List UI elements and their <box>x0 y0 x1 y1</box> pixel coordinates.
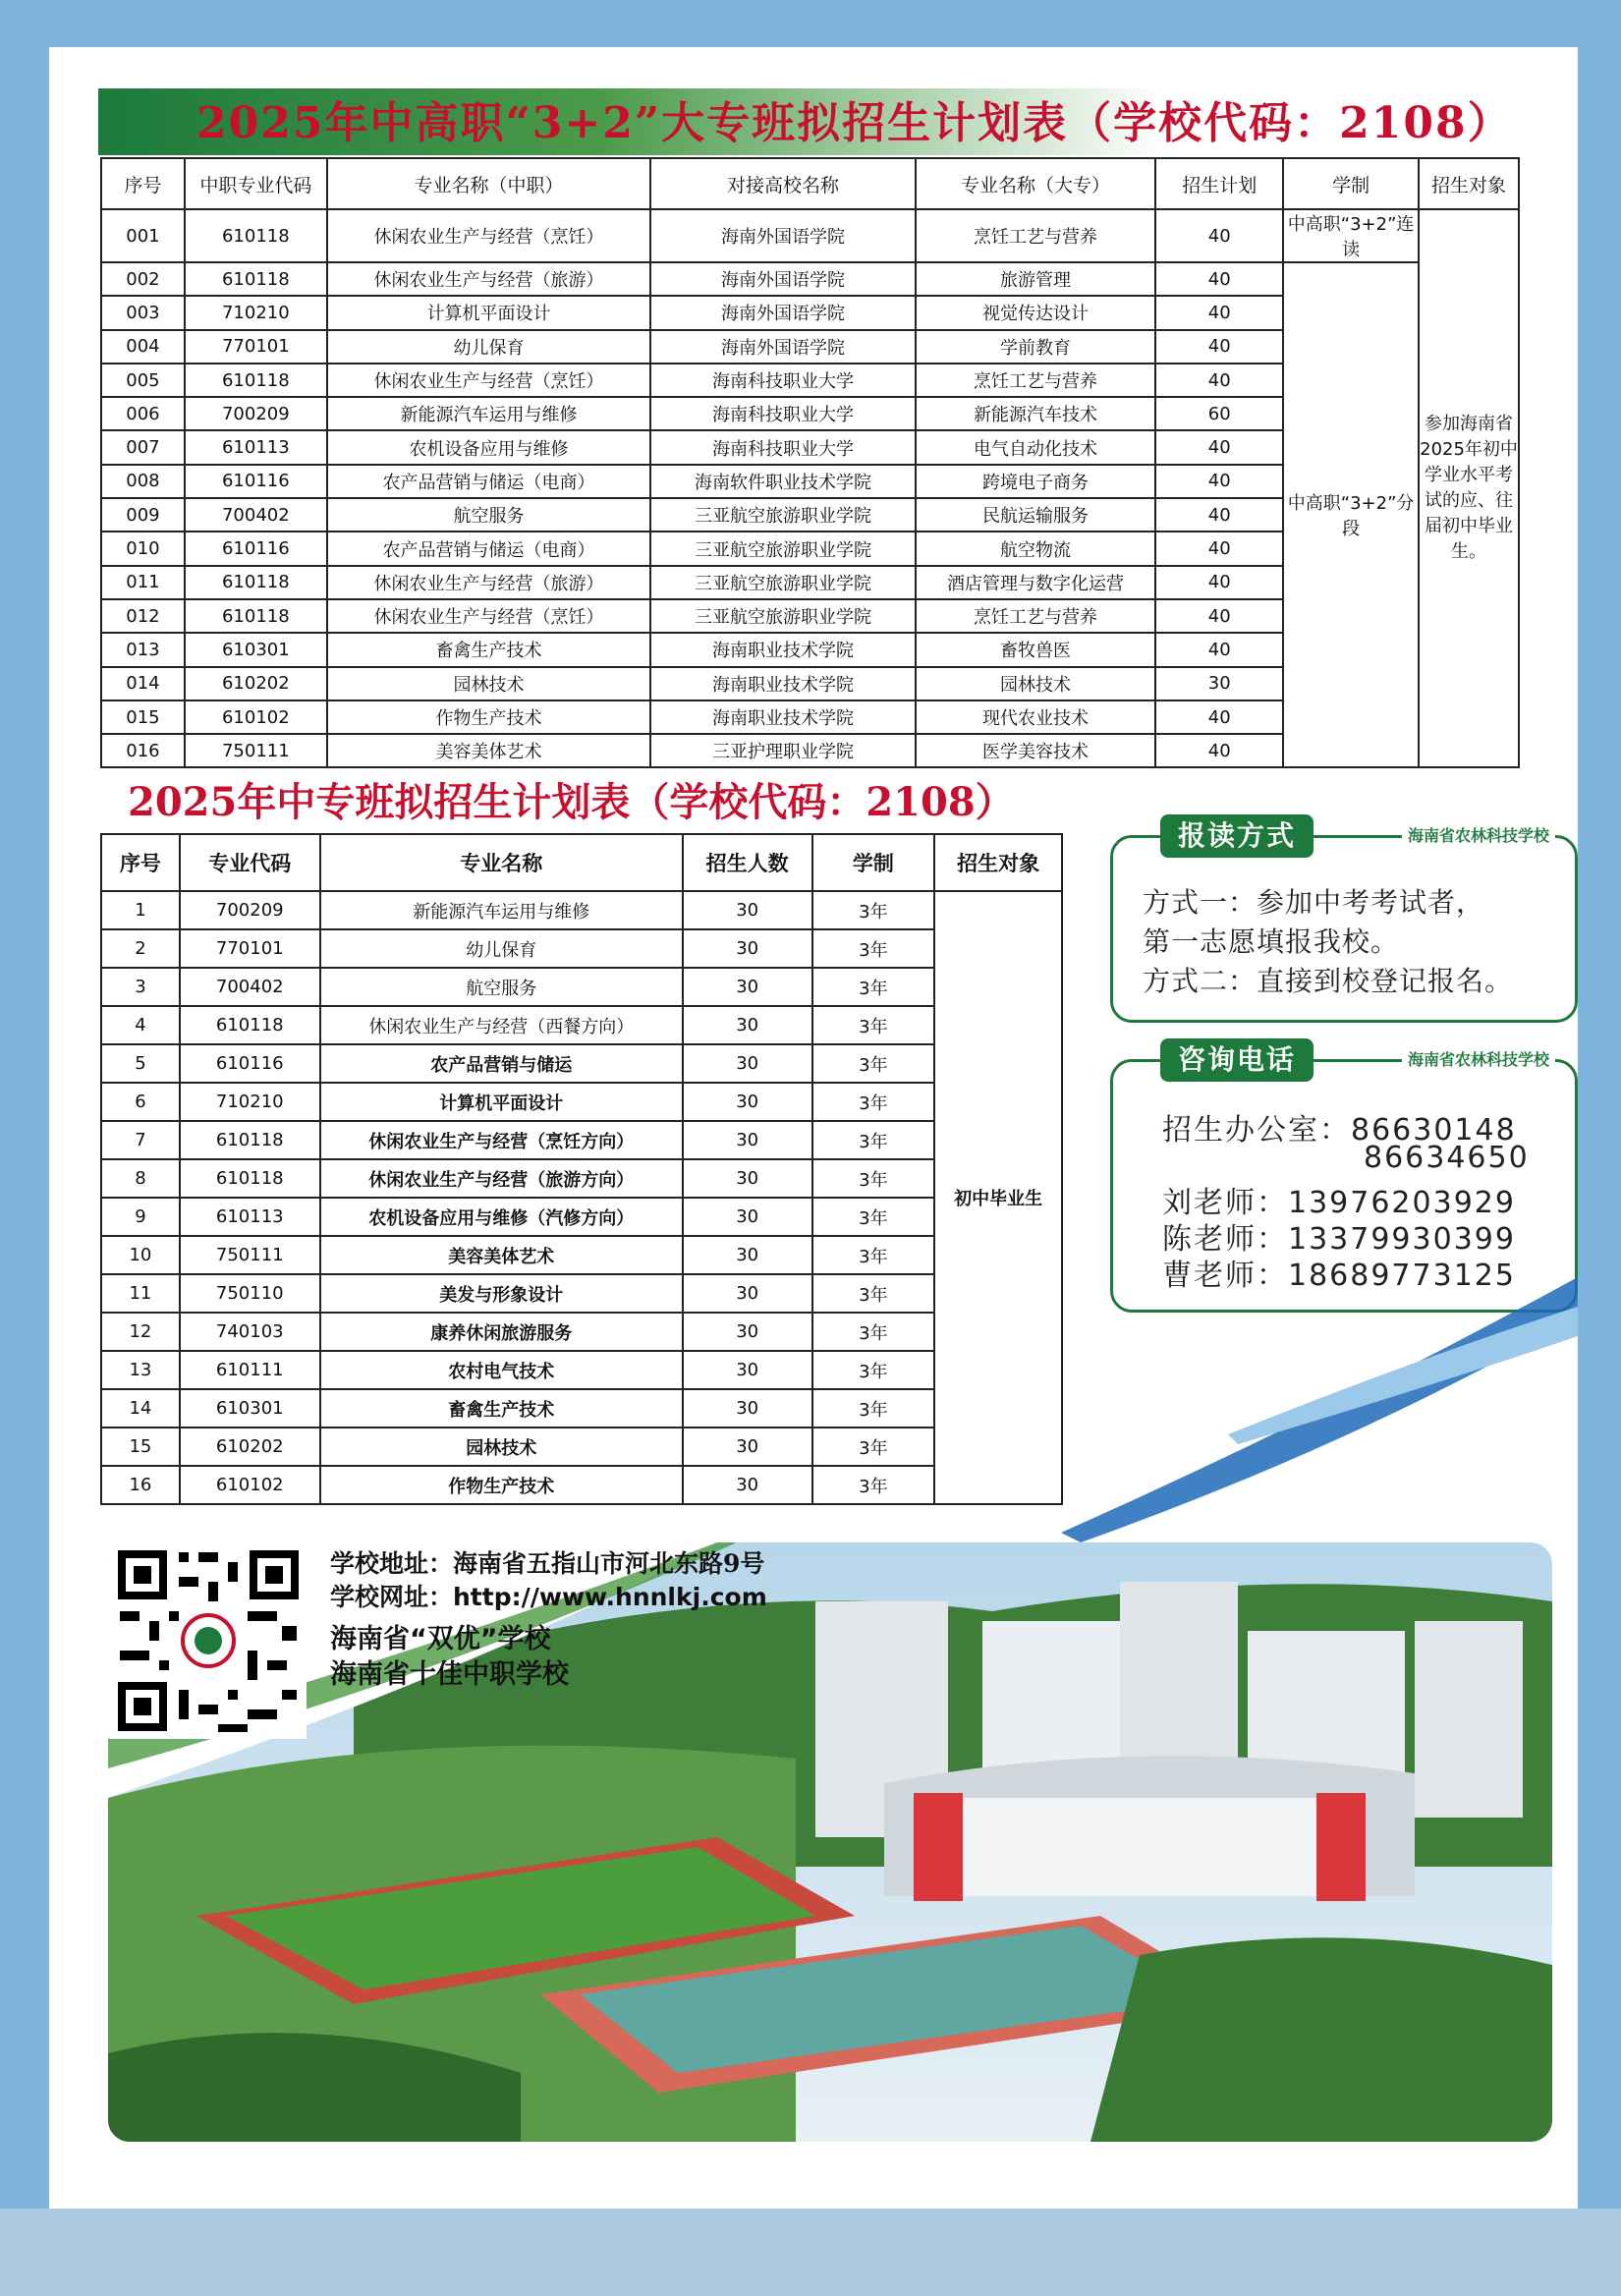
table-cell: 现代农业技术 <box>916 700 1156 734</box>
table-cell: 美容美体艺术 <box>327 734 650 767</box>
table-cell: 30 <box>683 929 812 968</box>
table-cell: 40 <box>1155 633 1283 666</box>
table-cell: 40 <box>1155 465 1283 498</box>
table-cell: 三亚航空旅游职业学院 <box>650 498 916 532</box>
table-cell: 11 <box>101 1274 180 1313</box>
table-cell: 海南外国语学院 <box>650 330 916 364</box>
table-cell: 休闲农业生产与经营（旅游） <box>327 262 650 296</box>
apply-line: 方式二：直接到校登记报名。 <box>1143 965 1514 997</box>
table-cell: 700209 <box>185 397 327 430</box>
table-cell: 14 <box>101 1389 180 1428</box>
table-cell: 民航运输服务 <box>916 498 1156 532</box>
table-cell: 电气自动化技术 <box>916 430 1156 464</box>
table-cell: 710210 <box>180 1083 320 1121</box>
table-cell: 新能源汽车运用与维修 <box>320 891 683 929</box>
table-cell: 010 <box>101 532 185 565</box>
header-cell: 招生人数 <box>683 834 812 891</box>
table-cell: 60 <box>1155 397 1283 430</box>
table-cell: 30 <box>683 1351 812 1389</box>
table-cell: 3年 <box>812 1466 935 1504</box>
table-cell: 40 <box>1155 700 1283 734</box>
table-cell: 30 <box>683 968 812 1006</box>
table-cell: 610113 <box>180 1198 320 1236</box>
table-cell: 40 <box>1155 330 1283 364</box>
table-cell: 3年 <box>812 1159 935 1198</box>
table-cell: 750111 <box>185 734 327 767</box>
table-cell: 畜禽生产技术 <box>327 633 650 666</box>
table-cell: 幼儿保育 <box>327 330 650 364</box>
table-cell: 610118 <box>185 209 327 262</box>
table-cell: 610118 <box>185 364 327 397</box>
table-cell: 3年 <box>812 1006 935 1044</box>
table-cell: 30 <box>683 1466 812 1504</box>
table-cell: 016 <box>101 734 185 767</box>
table-cell: 农产品营销与储运（电商） <box>327 465 650 498</box>
table-cell: 海南职业技术学院 <box>650 667 916 700</box>
table-cell: 610118 <box>185 599 327 633</box>
apply-line: 方式一：参加中考考试者， <box>1143 886 1485 919</box>
contact-heading: 咨询电话 <box>1160 1038 1314 1082</box>
table-cell: 3年 <box>812 1044 935 1083</box>
table-cell: 610118 <box>180 1159 320 1198</box>
qr-code-icon <box>110 1542 307 1739</box>
table-cell: 休闲农业生产与经营（烹饪） <box>327 599 650 633</box>
table-cell: 13 <box>101 1351 180 1389</box>
table-cell: 康养休闲旅游服务 <box>320 1313 683 1351</box>
xuezhi-cell: 中高职“3+2”连读 <box>1283 209 1419 262</box>
table-cell: 30 <box>683 1121 812 1159</box>
table-cell: 酒店管理与数字化运营 <box>916 566 1156 599</box>
table-cell: 40 <box>1155 430 1283 464</box>
honor-top-ten: 海南省十佳中职学校 <box>330 1659 569 1690</box>
table-cell: 新能源汽车运用与维修 <box>327 397 650 430</box>
table-cell: 2 <box>101 929 180 968</box>
table-cell: 15 <box>101 1428 180 1466</box>
table-cell: 610202 <box>185 667 327 700</box>
table-cell: 610301 <box>180 1389 320 1428</box>
table-cell: 3年 <box>812 1389 935 1428</box>
table-cell: 750110 <box>180 1274 320 1313</box>
table-cell: 40 <box>1155 566 1283 599</box>
table-cell: 40 <box>1155 209 1283 262</box>
table-cell: 3年 <box>812 891 935 929</box>
table-cell: 美容美体艺术 <box>320 1236 683 1274</box>
header-cell: 专业名称（中职） <box>327 158 650 209</box>
table-cell: 40 <box>1155 498 1283 532</box>
table-cell: 30 <box>683 1236 812 1274</box>
table-cell: 002 <box>101 262 185 296</box>
table-cell: 3年 <box>812 1083 935 1121</box>
table-cell: 3年 <box>812 968 935 1006</box>
table-cell: 30 <box>683 1313 812 1351</box>
table-cell: 计算机平面设计 <box>320 1083 683 1121</box>
table-cell: 011 <box>101 566 185 599</box>
table-cell: 作物生产技术 <box>327 700 650 734</box>
table-cell: 7 <box>101 1121 180 1159</box>
table-cell: 30 <box>1155 667 1283 700</box>
table-cell: 新能源汽车技术 <box>916 397 1156 430</box>
table-cell: 幼儿保育 <box>320 929 683 968</box>
table-cell: 休闲农业生产与经营（旅游） <box>327 566 650 599</box>
table-cell: 015 <box>101 700 185 734</box>
table-cell: 610102 <box>180 1466 320 1504</box>
table-cell: 休闲农业生产与经营（烹饪） <box>327 209 650 262</box>
table-cell: 610301 <box>185 633 327 666</box>
table-cell: 美发与形象设计 <box>320 1274 683 1313</box>
table-cell: 畜禽生产技术 <box>320 1389 683 1428</box>
table-cell: 作物生产技术 <box>320 1466 683 1504</box>
table-cell: 海南职业技术学院 <box>650 700 916 734</box>
header-cell: 招生对象 <box>934 834 1062 891</box>
teacher-phone: 刘老师：13976203929 <box>1162 1186 1516 1220</box>
table-cell: 40 <box>1155 532 1283 565</box>
table-cell: 30 <box>683 1198 812 1236</box>
table-cell: 1 <box>101 891 180 929</box>
table-cell: 700402 <box>185 498 327 532</box>
table-cell: 三亚航空旅游职业学院 <box>650 566 916 599</box>
table-cell: 3年 <box>812 1313 935 1351</box>
table-cell: 园林技术 <box>320 1428 683 1466</box>
table-cell: 农产品营销与储运 <box>320 1044 683 1083</box>
table-cell: 农机设备应用与维修（汽修方向） <box>320 1198 683 1236</box>
table-cell: 3年 <box>812 1236 935 1274</box>
table-cell: 610118 <box>180 1121 320 1159</box>
table-cell: 休闲农业生产与经营（烹饪方向） <box>320 1121 683 1159</box>
table-cell: 海南软件职业技术学院 <box>650 465 916 498</box>
table-cell: 三亚航空旅游职业学院 <box>650 599 916 633</box>
table-cell: 农产品营销与储运（电商） <box>327 532 650 565</box>
table-cell: 30 <box>683 1274 812 1313</box>
header-cell: 中职专业代码 <box>185 158 327 209</box>
table-cell: 航空服务 <box>320 968 683 1006</box>
table-cell: 710210 <box>185 296 327 329</box>
table-cell: 烹饪工艺与营养 <box>916 209 1156 262</box>
table-cell: 014 <box>101 667 185 700</box>
table-cell: 航空服务 <box>327 498 650 532</box>
table-cell: 003 <box>101 296 185 329</box>
table-cell: 3 <box>101 968 180 1006</box>
table-cell: 海南外国语学院 <box>650 296 916 329</box>
table-cell: 012 <box>101 599 185 633</box>
table-cell: 海南科技职业大学 <box>650 364 916 397</box>
table-cell: 30 <box>683 1044 812 1083</box>
table-cell: 30 <box>683 1083 812 1121</box>
title-3plus2: 2025年中高职“3+2”大专班拟招生计划表（学校代码：2108） <box>196 98 1513 148</box>
table-cell: 农村电气技术 <box>320 1351 683 1389</box>
table-cell: 610116 <box>180 1044 320 1083</box>
table-cell: 770101 <box>185 330 327 364</box>
teacher-phone: 陈老师：13379930399 <box>1162 1222 1516 1257</box>
table-cell: 3年 <box>812 1121 935 1159</box>
table-cell: 009 <box>101 498 185 532</box>
table-cell: 12 <box>101 1313 180 1351</box>
table-cell: 30 <box>683 1428 812 1466</box>
apply-line: 第一志愿填报我校。 <box>1143 925 1400 958</box>
apply-method-heading: 报读方式 <box>1160 814 1314 858</box>
table-cell: 3年 <box>812 1428 935 1466</box>
teacher-phone: 曹老师：18689773125 <box>1162 1259 1516 1293</box>
school-name-tag: 海南省农林科技学校 <box>1402 1048 1555 1072</box>
header-cell: 序号 <box>101 834 180 891</box>
table-cell: 005 <box>101 364 185 397</box>
table-cell: 40 <box>1155 734 1283 767</box>
table-cell: 008 <box>101 465 185 498</box>
table-cell: 园林技术 <box>327 667 650 700</box>
table-cell: 610118 <box>185 262 327 296</box>
table-cell: 16 <box>101 1466 180 1504</box>
table-cell: 40 <box>1155 599 1283 633</box>
table-cell: 学前教育 <box>916 330 1156 364</box>
table-cell: 海南外国语学院 <box>650 209 916 262</box>
table-cell: 700402 <box>180 968 320 1006</box>
table-cell: 休闲农业生产与经营（烹饪） <box>327 364 650 397</box>
table-cell: 770101 <box>180 929 320 968</box>
header-cell: 专业名称（大专） <box>916 158 1156 209</box>
table-cell: 畜牧兽医 <box>916 633 1156 666</box>
table-cell: 004 <box>101 330 185 364</box>
table-cell: 视觉传达设计 <box>916 296 1156 329</box>
table-cell: 610116 <box>185 465 327 498</box>
header-cell: 招生计划 <box>1155 158 1283 209</box>
table-cell: 610102 <box>185 700 327 734</box>
table-cell: 10 <box>101 1236 180 1274</box>
table-cell: 610111 <box>180 1351 320 1389</box>
school-name-tag: 海南省农林科技学校 <box>1402 824 1555 848</box>
table-cell: 海南职业技术学院 <box>650 633 916 666</box>
table-cell: 013 <box>101 633 185 666</box>
table-cell: 计算机平面设计 <box>327 296 650 329</box>
table-cell: 40 <box>1155 296 1283 329</box>
table-cell: 海南科技职业大学 <box>650 397 916 430</box>
header-cell: 招生对象 <box>1419 158 1519 209</box>
table-cell: 3年 <box>812 1274 935 1313</box>
table-cell: 医学美容技术 <box>916 734 1156 767</box>
table-cell: 园林技术 <box>916 667 1156 700</box>
header-cell: 对接高校名称 <box>650 158 916 209</box>
table-cell: 610116 <box>185 532 327 565</box>
campus-photo <box>108 1542 1552 2142</box>
table-cell: 休闲农业生产与经营（旅游方向） <box>320 1159 683 1198</box>
table-cell: 30 <box>683 1159 812 1198</box>
office-phone: 招生办公室：86630148 <box>1162 1113 1517 1148</box>
table-cell: 30 <box>683 1006 812 1044</box>
table-cell: 610118 <box>180 1006 320 1044</box>
table-cell: 610118 <box>185 566 327 599</box>
table-cell: 610202 <box>180 1428 320 1466</box>
table-cell: 006 <box>101 397 185 430</box>
xuezhi-cell: 中高职“3+2”分段 <box>1283 262 1419 767</box>
table-cell: 740103 <box>180 1313 320 1351</box>
header-cell: 专业名称 <box>320 834 683 891</box>
header-cell: 专业代码 <box>180 834 320 891</box>
table-cell: 3年 <box>812 1351 935 1389</box>
table-cell: 海南科技职业大学 <box>650 430 916 464</box>
table-cell: 农机设备应用与维修 <box>327 430 650 464</box>
table-cell: 休闲农业生产与经营（西餐方向） <box>320 1006 683 1044</box>
table-cell: 烹饪工艺与营养 <box>916 364 1156 397</box>
table-cell: 610113 <box>185 430 327 464</box>
table-cell: 三亚护理职业学院 <box>650 734 916 767</box>
table-cell: 8 <box>101 1159 180 1198</box>
table-cell: 三亚航空旅游职业学院 <box>650 532 916 565</box>
table-cell: 30 <box>683 891 812 929</box>
table-cell: 6 <box>101 1083 180 1121</box>
table-cell: 750111 <box>180 1236 320 1274</box>
honor-double-excellent: 海南省“双优”学校 <box>330 1624 551 1654</box>
school-address: 学校地址：海南省五指山市河北东路9号 <box>330 1549 765 1578</box>
table-cell: 航空物流 <box>916 532 1156 565</box>
table-cell: 40 <box>1155 262 1283 296</box>
target-cell: 参加海南省2025年初中学业水平考试的应、往届初中毕业生。 <box>1419 209 1519 767</box>
target-cell: 初中毕业生 <box>934 891 1062 1504</box>
table-cell: 4 <box>101 1006 180 1044</box>
header-cell: 学制 <box>1283 158 1419 209</box>
office-phone-2: 86634650 <box>1364 1141 1530 1175</box>
table-cell: 9 <box>101 1198 180 1236</box>
table-cell: 001 <box>101 209 185 262</box>
table-cell: 烹饪工艺与营养 <box>916 599 1156 633</box>
table-cell: 007 <box>101 430 185 464</box>
table-cell: 3年 <box>812 1198 935 1236</box>
title-zhongzhuan: 2025年中专班拟招生计划表（学校代码：2108） <box>128 779 1015 825</box>
table-cell: 旅游管理 <box>916 262 1156 296</box>
table-cell: 5 <box>101 1044 180 1083</box>
table-cell: 海南外国语学院 <box>650 262 916 296</box>
table-cell: 跨境电子商务 <box>916 465 1156 498</box>
table-cell: 30 <box>683 1389 812 1428</box>
header-cell: 学制 <box>812 834 935 891</box>
table-cell: 40 <box>1155 364 1283 397</box>
school-website[interactable]: 学校网址：http://www.hnnlkj.com <box>330 1583 767 1611</box>
table-cell: 3年 <box>812 929 935 968</box>
table-cell: 700209 <box>180 891 320 929</box>
header-cell: 序号 <box>101 158 185 209</box>
